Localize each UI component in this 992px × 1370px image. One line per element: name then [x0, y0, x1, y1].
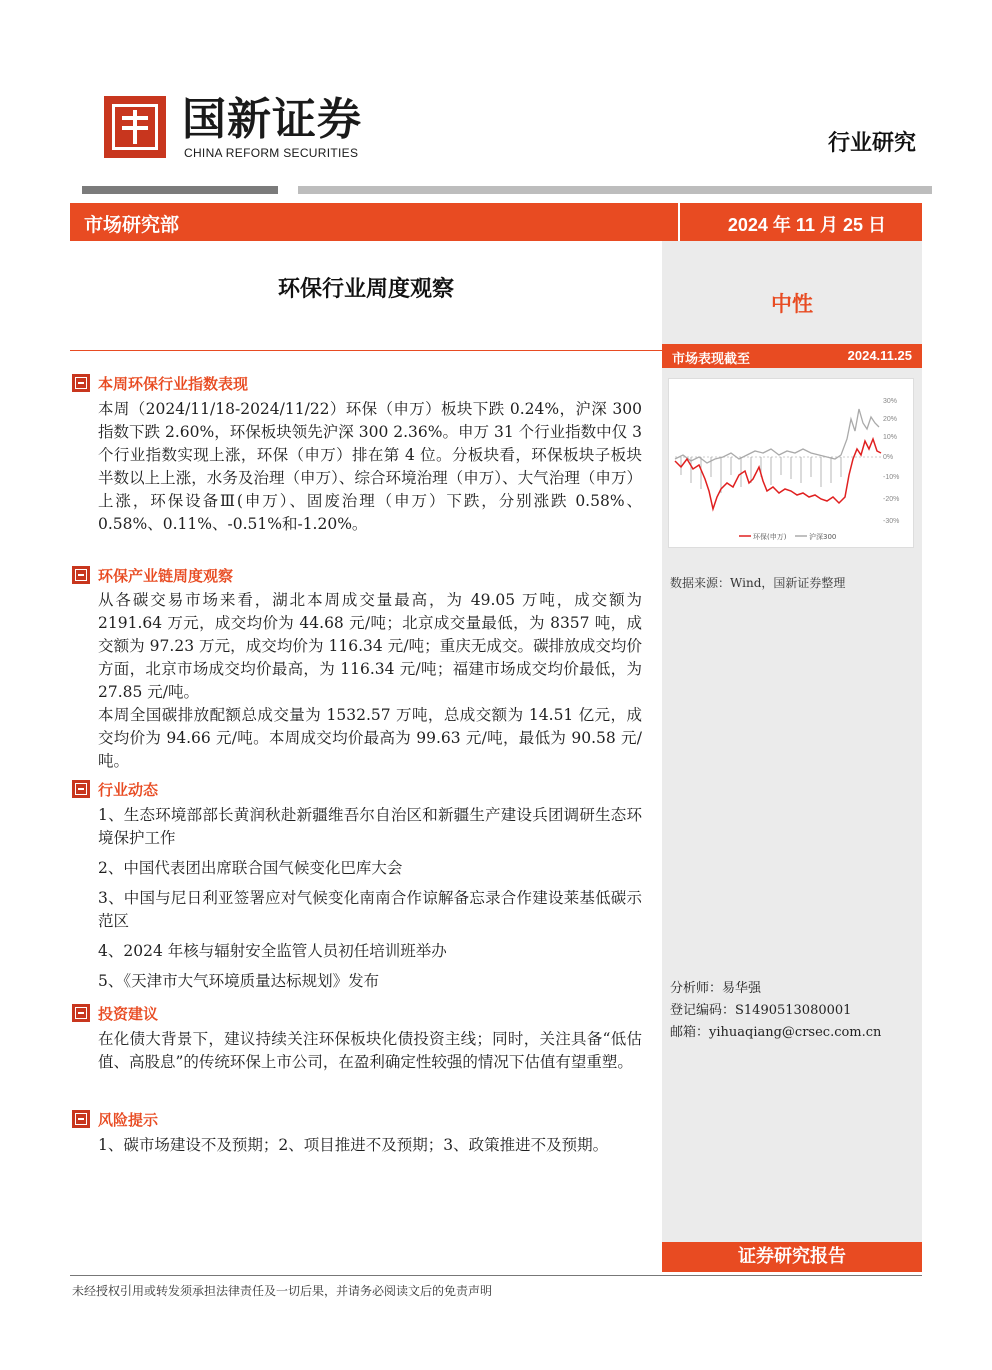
- logo-name-cn: 国新证券: [182, 94, 362, 145]
- logo-name-en: CHINA REFORM SECURITIES: [184, 146, 359, 160]
- section-investment-advice-body: [98, 1028, 642, 1074]
- section-risk-body: [98, 1134, 658, 1157]
- legend-hs300: 沪深300: [809, 533, 837, 541]
- market-performance-date: 2024.11.25: [847, 348, 912, 363]
- section-icon: [72, 1110, 90, 1128]
- document-type: 行业研究: [827, 130, 916, 156]
- section-industry-news-list: [98, 804, 642, 1000]
- report-title: 环保行业周度观察: [277, 276, 454, 302]
- analyst-info: [670, 978, 881, 1044]
- section-icon: [72, 780, 90, 798]
- paragraph: 从各碳交易市场来看，湖北本周成交量最高，为 49.05 万吨，成交额为 2191.64 万元，成交均价为 44.68 元/吨；北京成交量最低，为 8357 吨，成交额为 97.23 万元，成交均价为 116.34 元/吨；重庆无成交。碳排放成交均价方面，北京市场成交均价最高，为 116.34 元/吨；福建市场成交均价最低，为 27.85 元/吨。: [98, 591, 642, 701]
- env-index-line: [675, 439, 881, 509]
- svg-text:0%: 0%: [883, 454, 894, 461]
- svg-text:30%: 30%: [883, 398, 898, 405]
- news-item: 5、《天津市大气环境质量达标规划》发布: [98, 972, 380, 990]
- department-label: 市场研究部: [84, 214, 180, 236]
- logo-mark: [104, 96, 166, 158]
- section-title: 环保产业链周度观察: [98, 567, 234, 585]
- svg-text:-10%: -10%: [883, 474, 900, 481]
- title-rule: [70, 350, 662, 351]
- svg-text:20%: 20%: [883, 416, 898, 423]
- header-band: [70, 203, 922, 241]
- legend-env-index: 环保(申万): [753, 533, 787, 541]
- chart-source: 数据来源：Wind，国新证券整理: [670, 576, 846, 590]
- news-item: 2、中国代表团出席联合国气候变化巴库大会: [98, 859, 403, 877]
- news-item: 4、2024 年核与辐射安全监管人员初任培训班举办: [98, 942, 447, 960]
- svg-text:10%: 10%: [883, 434, 898, 441]
- section-title: 行业动态: [98, 781, 159, 799]
- news-item: 3、中国与尼日利亚签署应对气候变化南南合作谅解备忘录合作建设莱基低碳示范区: [98, 889, 642, 930]
- paragraph: 1、碳市场建设不及预期；2、项目推进不及预期；3、政策推进不及预期。: [98, 1136, 609, 1154]
- chart-legend: [739, 532, 836, 541]
- section-icon: [72, 374, 90, 392]
- band-divider: [678, 203, 680, 241]
- section-industry-chain-body: [98, 589, 642, 773]
- section-index-performance-body: [98, 398, 642, 536]
- analyst-reg-no: 登记编码：S1490513080001: [670, 1003, 852, 1018]
- market-performance-bar: [662, 344, 922, 368]
- footer-rule: [70, 1275, 922, 1276]
- section-title: 投资建议: [98, 1005, 159, 1023]
- section-title: 本周环保行业指数表现: [98, 375, 249, 393]
- news-item: 1、生态环境部部长黄润秋赴新疆维吾尔自治区和新疆生产建设兵团调研生态环境保护工作: [98, 806, 642, 847]
- rating-label: 中性: [771, 291, 813, 316]
- analyst-email: 邮箱：yihuaqiang@crsec.com.cn: [670, 1025, 882, 1040]
- performance-chart-svg: [669, 379, 913, 547]
- paragraph: 本周（2024/11/18-2024/11/22）环保（申万）板块下跌 0.24%，沪深 300 指数下跌 2.60%，环保板块领先沪深 300 2.36%。申万 31 个行业指数中仅 3 个行业指数实现上涨，环保（申万）排在第 4 位。分板块看，环保板块子板块半数以上上涨，水务及治理（申万）、综合环境治理（申万）、大气治理（申万）上涨，环保设备Ⅲ(申万）、固废治理（申万）下跌，分别涨跌 0.58%、0.58%、0.11%、-0.51%和-1.20%。: [98, 400, 642, 533]
- report-type-bar: 证券研究报告: [662, 1242, 922, 1272]
- market-performance-chart: [668, 378, 914, 548]
- section-icon: [72, 566, 90, 584]
- hs300-line: [675, 409, 879, 463]
- header-rule-left: [82, 186, 278, 194]
- y-axis-ticks: [883, 398, 899, 525]
- paragraph: 在化债大背景下，建议持续关注环保板块化债投资主线；同时，关注具备“低估值、高股息”的传统环保上市公司，在盈利确定性较强的情况下估值有望重塑。: [98, 1030, 642, 1071]
- svg-text:-30%: -30%: [883, 518, 900, 525]
- analyst-name: 分析师：易华强: [670, 981, 762, 996]
- report-date: 2024 年 11 月 25 日: [727, 215, 886, 235]
- header-rule-right: [298, 186, 932, 194]
- section-icon: [72, 1004, 90, 1022]
- market-performance-label: 市场表现截至: [672, 352, 751, 367]
- disclaimer-note: 未经授权引用或转发须承担法律责任及一切后果，并请务必阅读文后的免责声明: [72, 1284, 493, 1298]
- paragraph: 本周全国碳排放配额总成交量为 1532.57 万吨，总成交额为 14.51 亿元，成交均价为 94.66 元/吨。本周成交均价最高为 99.63 元/吨，最低为 90.58 元/吨。: [98, 706, 642, 770]
- svg-text:-20%: -20%: [883, 496, 900, 503]
- section-title: 风险提示: [98, 1111, 159, 1129]
